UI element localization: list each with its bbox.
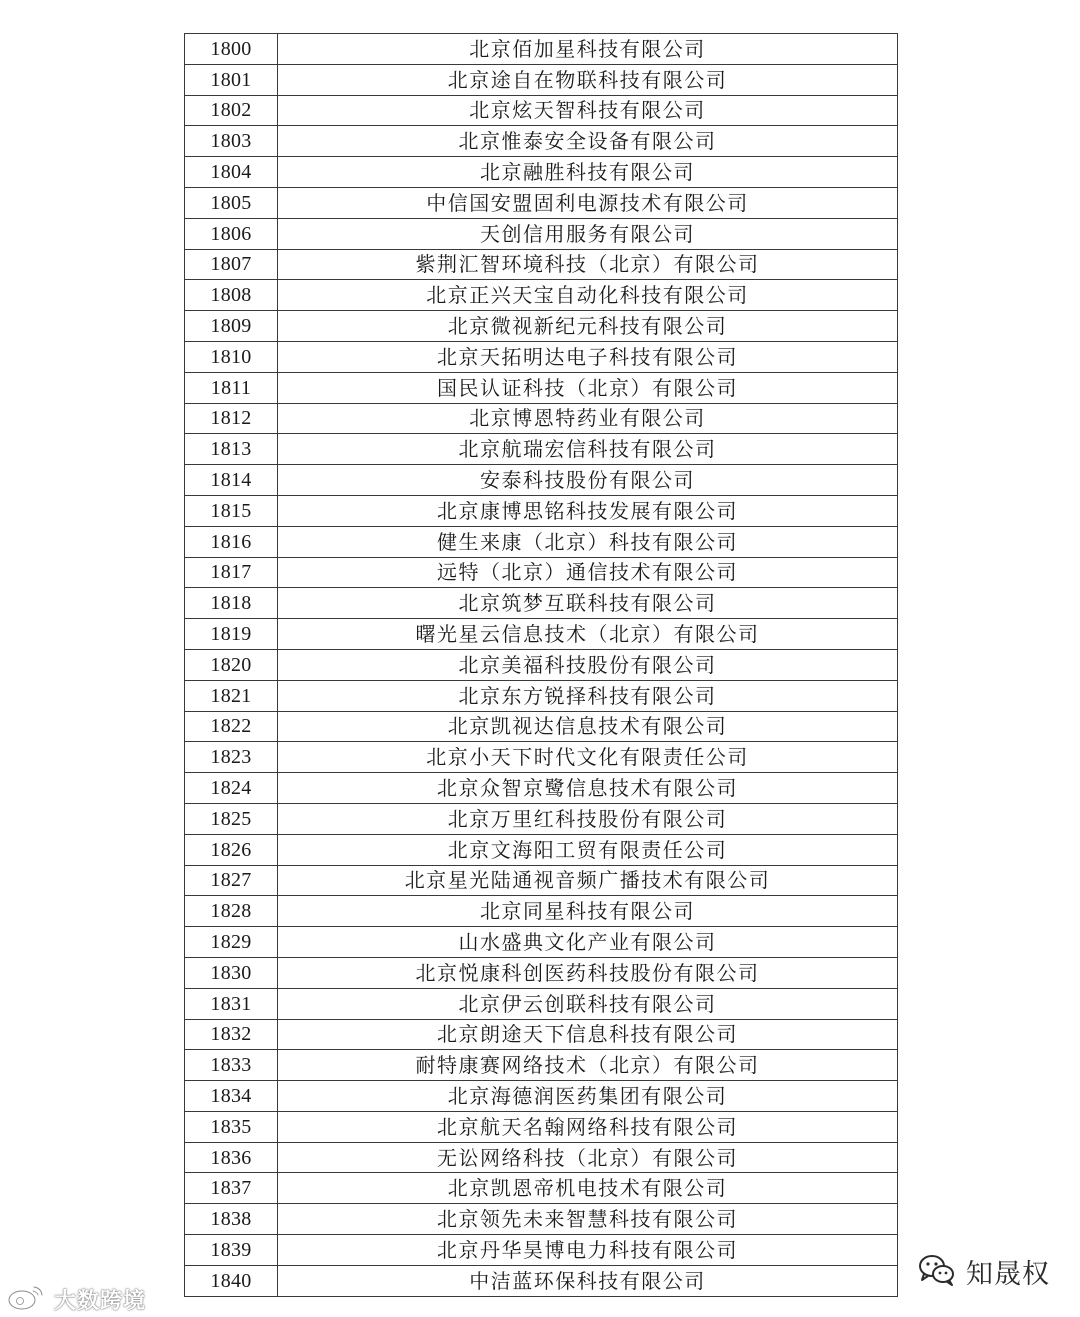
table-row <box>185 64 898 95</box>
company-name-cell: 北京伊云创联科技有限公司 <box>278 988 898 1019</box>
row-number-cell: 1839 <box>185 1235 278 1266</box>
row-number-cell: 1819 <box>185 619 278 650</box>
row-number-cell: 1833 <box>185 1050 278 1081</box>
row-number-cell: 1806 <box>185 218 278 249</box>
company-name-cell: 北京融胜科技有限公司 <box>278 157 898 188</box>
table-row <box>185 1050 898 1081</box>
company-name-cell: 北京筑梦互联科技有限公司 <box>278 588 898 619</box>
table-row <box>185 434 898 465</box>
row-number-cell: 1809 <box>185 311 278 342</box>
company-name-cell: 北京万里红科技股份有限公司 <box>278 803 898 834</box>
company-name-cell: 北京天拓明达电子科技有限公司 <box>278 341 898 372</box>
row-number-cell: 1808 <box>185 280 278 311</box>
table-row <box>185 372 898 403</box>
company-name-cell: 北京凯恩帝机电技术有限公司 <box>278 1173 898 1204</box>
table-row <box>185 1142 898 1173</box>
company-name-cell: 山水盛典文化产业有限公司 <box>278 927 898 958</box>
table-row <box>185 34 898 65</box>
company-name-cell: 北京星光陆通视音频广播技术有限公司 <box>278 865 898 896</box>
row-number-cell: 1826 <box>185 834 278 865</box>
company-name-cell: 北京康博思铭科技发展有限公司 <box>278 495 898 526</box>
company-name-cell: 北京微视新纪元科技有限公司 <box>278 311 898 342</box>
company-name-cell: 北京东方锐择科技有限公司 <box>278 680 898 711</box>
table-row <box>185 711 898 742</box>
company-name-cell: 北京海德润医药集团有限公司 <box>278 1081 898 1112</box>
table-row <box>185 773 898 804</box>
company-name-cell: 北京正兴天宝自动化科技有限公司 <box>278 280 898 311</box>
company-name-cell: 远特（北京）通信技术有限公司 <box>278 557 898 588</box>
company-list-table <box>184 33 898 1297</box>
company-name-cell: 耐特康赛网络技术（北京）有限公司 <box>278 1050 898 1081</box>
row-number-cell: 1820 <box>185 649 278 680</box>
row-number-cell: 1801 <box>185 64 278 95</box>
row-number-cell: 1816 <box>185 526 278 557</box>
table-row <box>185 341 898 372</box>
watermark-right-text: 知晟权 <box>966 1259 1050 1290</box>
row-number-cell: 1812 <box>185 403 278 434</box>
row-number-cell: 1804 <box>185 157 278 188</box>
table-row <box>185 1019 898 1050</box>
company-name-cell: 北京众智京鹭信息技术有限公司 <box>278 773 898 804</box>
table-row <box>185 619 898 650</box>
company-name-cell: 中信国安盟固利电源技术有限公司 <box>278 187 898 218</box>
row-number-cell: 1813 <box>185 434 278 465</box>
company-name-cell: 北京博恩特药业有限公司 <box>278 403 898 434</box>
table-row <box>185 249 898 280</box>
table-row <box>185 465 898 496</box>
row-number-cell: 1800 <box>185 34 278 65</box>
row-number-cell: 1832 <box>185 1019 278 1050</box>
company-name-cell: 北京凯视达信息技术有限公司 <box>278 711 898 742</box>
table-row <box>185 1235 898 1266</box>
table-row <box>185 1081 898 1112</box>
row-number-cell: 1828 <box>185 896 278 927</box>
row-number-cell: 1817 <box>185 557 278 588</box>
table-row <box>185 557 898 588</box>
wechat-logo-icon <box>918 1254 956 1290</box>
table-row <box>185 526 898 557</box>
table-row <box>185 803 898 834</box>
table-row <box>185 1111 898 1142</box>
table-row <box>185 588 898 619</box>
table-row <box>185 95 898 126</box>
company-name-cell: 中洁蓝环保科技有限公司 <box>278 1265 898 1296</box>
table-row <box>185 187 898 218</box>
company-name-cell: 天创信用服务有限公司 <box>278 218 898 249</box>
company-name-cell: 北京美福科技股份有限公司 <box>278 649 898 680</box>
table-row <box>185 1173 898 1204</box>
table-row <box>185 280 898 311</box>
company-name-cell: 北京同星科技有限公司 <box>278 896 898 927</box>
row-number-cell: 1840 <box>185 1265 278 1296</box>
table-row <box>185 495 898 526</box>
company-name-cell: 北京文海阳工贸有限责任公司 <box>278 834 898 865</box>
row-number-cell: 1818 <box>185 588 278 619</box>
row-number-cell: 1825 <box>185 803 278 834</box>
company-name-cell: 健生来康（北京）科技有限公司 <box>278 526 898 557</box>
table-row <box>185 649 898 680</box>
row-number-cell: 1805 <box>185 187 278 218</box>
company-name-cell: 北京小天下时代文化有限责任公司 <box>278 742 898 773</box>
row-number-cell: 1822 <box>185 711 278 742</box>
watermark-right <box>918 1252 1050 1291</box>
row-number-cell: 1815 <box>185 495 278 526</box>
table-body <box>185 34 898 1297</box>
row-number-cell: 1824 <box>185 773 278 804</box>
row-number-cell: 1834 <box>185 1081 278 1112</box>
table-row <box>185 834 898 865</box>
table-row <box>185 927 898 958</box>
company-name-cell: 曙光星云信息技术（北京）有限公司 <box>278 619 898 650</box>
company-name-cell: 紫荆汇智环境科技（北京）有限公司 <box>278 249 898 280</box>
row-number-cell: 1811 <box>185 372 278 403</box>
company-name-cell: 北京炫天智科技有限公司 <box>278 95 898 126</box>
row-number-cell: 1827 <box>185 865 278 896</box>
watermark-left-text: 大数跨境 <box>54 1288 147 1314</box>
company-name-cell: 北京丹华昊博电力科技有限公司 <box>278 1235 898 1266</box>
company-name-cell: 北京航天名翰网络科技有限公司 <box>278 1111 898 1142</box>
weibo-logo-icon <box>6 1282 46 1316</box>
company-name-cell: 北京佰加星科技有限公司 <box>278 34 898 65</box>
row-number-cell: 1821 <box>185 680 278 711</box>
row-number-cell: 1807 <box>185 249 278 280</box>
row-number-cell: 1831 <box>185 988 278 1019</box>
company-name-cell: 北京悦康科创医药科技股份有限公司 <box>278 957 898 988</box>
row-number-cell: 1803 <box>185 126 278 157</box>
row-number-cell: 1810 <box>185 341 278 372</box>
company-name-cell: 北京领先未来智慧科技有限公司 <box>278 1204 898 1235</box>
table-row <box>185 218 898 249</box>
row-number-cell: 1823 <box>185 742 278 773</box>
watermark-left <box>6 1282 146 1316</box>
row-number-cell: 1836 <box>185 1142 278 1173</box>
company-name-cell: 北京航瑞宏信科技有限公司 <box>278 434 898 465</box>
row-number-cell: 1829 <box>185 927 278 958</box>
table-row <box>185 896 898 927</box>
company-name-cell: 无讼网络科技（北京）有限公司 <box>278 1142 898 1173</box>
table-row <box>185 1204 898 1235</box>
row-number-cell: 1830 <box>185 957 278 988</box>
table-row <box>185 680 898 711</box>
company-name-cell: 国民认证科技（北京）有限公司 <box>278 372 898 403</box>
table-row <box>185 126 898 157</box>
company-name-cell: 安泰科技股份有限公司 <box>278 465 898 496</box>
table-row <box>185 988 898 1019</box>
table-row <box>185 157 898 188</box>
row-number-cell: 1802 <box>185 95 278 126</box>
company-name-cell: 北京惟泰安全设备有限公司 <box>278 126 898 157</box>
table-row <box>185 742 898 773</box>
table-row <box>185 865 898 896</box>
row-number-cell: 1838 <box>185 1204 278 1235</box>
table-row <box>185 1265 898 1296</box>
row-number-cell: 1835 <box>185 1111 278 1142</box>
row-number-cell: 1814 <box>185 465 278 496</box>
company-name-cell: 北京途自在物联科技有限公司 <box>278 64 898 95</box>
table-row <box>185 957 898 988</box>
row-number-cell: 1837 <box>185 1173 278 1204</box>
table-row <box>185 403 898 434</box>
table-row <box>185 311 898 342</box>
company-name-cell: 北京朗途天下信息科技有限公司 <box>278 1019 898 1050</box>
